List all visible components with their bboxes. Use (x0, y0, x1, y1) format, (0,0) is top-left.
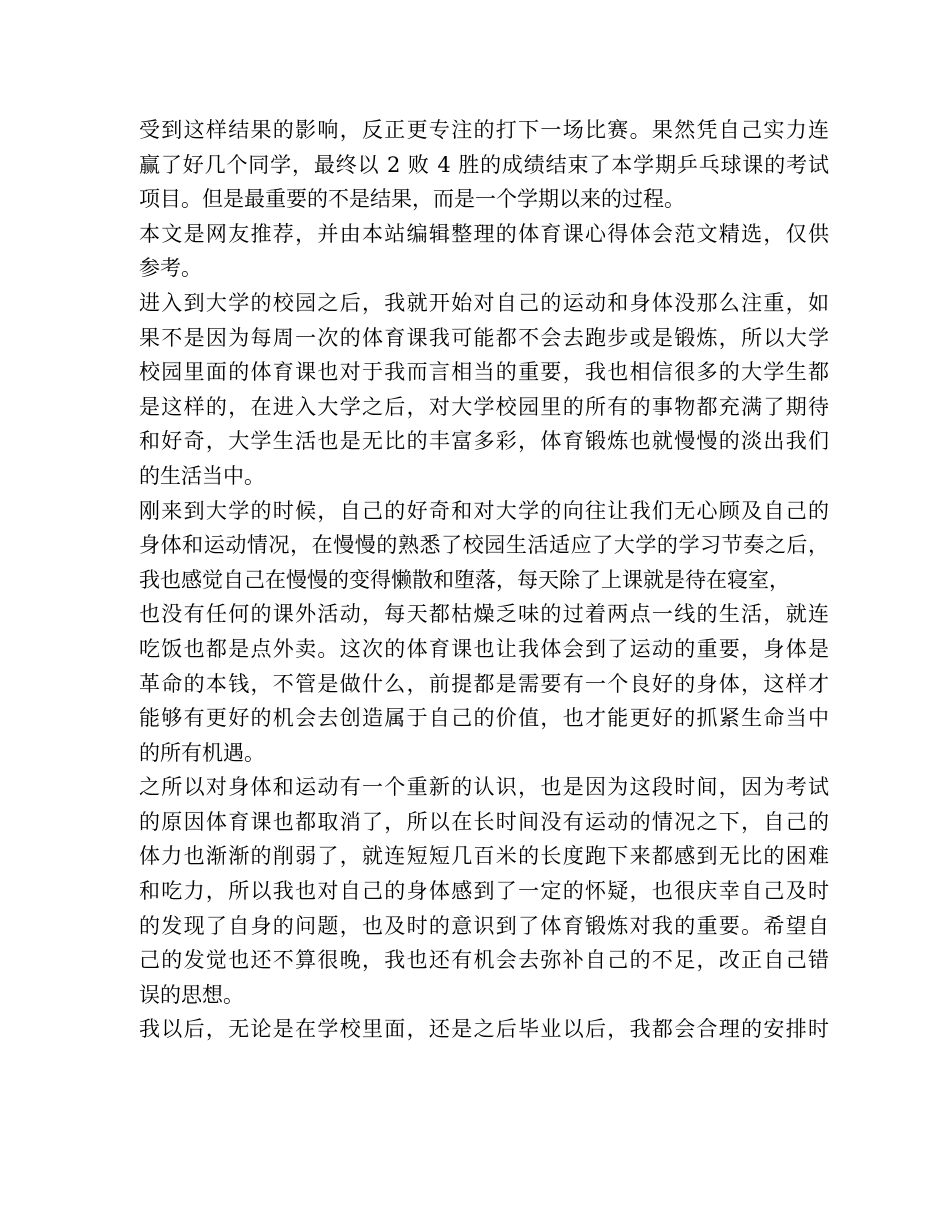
text-line: 的生活当中。 (139, 463, 265, 488)
text-line: 身体和运动情况，在慢慢的熟悉了校园生活适应了大学的学习节奏之后， (139, 533, 829, 558)
text-line: 体力也渐渐的削弱了，就连短短几百米的长度跑下来都感到无比的困难 (139, 844, 829, 869)
text-line: 的发现了自身的问题，也及时的意识到了体育锻炼对我的重要。希望自 (139, 913, 829, 938)
text-line: 项目。但是最重要的不是结果，而是一个学期以来的过程。 (139, 187, 685, 212)
text-line: 也没有任何的课外活动，每天都枯燥乏味的过着两点一线的生活，就连 (139, 602, 829, 627)
text-line: 和吃力，所以我也对自己的身体感到了一定的怀疑，也很庆幸自己及时 (139, 879, 829, 904)
text-line: 受到这样结果的影响，反正更专注的打下一场比赛。果然凭自己实力连 (139, 118, 829, 142)
text-line: 己的发觉也还不算很晚，我也还有机会去弥补自己的不足，改正自己错 (139, 948, 829, 973)
text-line: 我也感觉自己在慢慢的变得懒散和堕落，每天除了上课就是待在寝室， (139, 567, 790, 592)
text-line: 赢了好几个同学，最终以 2 败 4 胜的成绩结束了本学期乒乓球课的考试 (139, 152, 829, 177)
text-line: 的原因体育课也都取消了，所以在长时间没有运动的情况之下，自己的 (139, 809, 829, 834)
text-line: 革命的本钱，不管是做什么，前提都是需要有一个良好的身体，这样才 (139, 671, 829, 696)
text-line: 的所有机遇。 (139, 740, 265, 765)
text-line: 刚来到大学的时候，自己的好奇和对大学的向往让我们无心顾及自己的 (139, 498, 829, 523)
text-line: 和好奇，大学生活也是无比的丰富多彩，体育锻炼也就慢慢的淡出我们 (139, 429, 829, 454)
text-line: 校园里面的体育课也对于我而言相当的重要，我也相信很多的大学生都 (139, 360, 829, 385)
text-line: 本文是网友推荐，并由本站编辑整理的体育课心得体会范文精选，仅供 (139, 221, 829, 246)
text-line: 果不是因为每周一次的体育课我可能都不会去跑步或是锻炼，所以大学 (139, 325, 829, 350)
text-line: 误的思想。 (139, 982, 244, 1007)
document-body (139, 113, 829, 1047)
text-line: 吃饭也都是点外卖。这次的体育课也让我体会到了运动的重要，身体是 (139, 636, 829, 661)
text-line: 之所以对身体和运动有一个重新的认识，也是因为这段时间，因为考试 (139, 775, 829, 800)
text-line: 是这样的，在进入大学之后，对大学校园里的所有的事物都充满了期待 (139, 394, 829, 419)
text-line: 参考。 (139, 256, 202, 281)
text-line: 我以后，无论是在学校里面，还是之后毕业以后，我都会合理的安排时 (139, 1017, 829, 1042)
text-line: 进入到大学的校园之后，我就开始对自己的运动和身体没那么注重，如 (139, 290, 829, 315)
text-line: 能够有更好的机会去创造属于自己的价值，也才能更好的抓紧生命当中 (139, 706, 829, 731)
